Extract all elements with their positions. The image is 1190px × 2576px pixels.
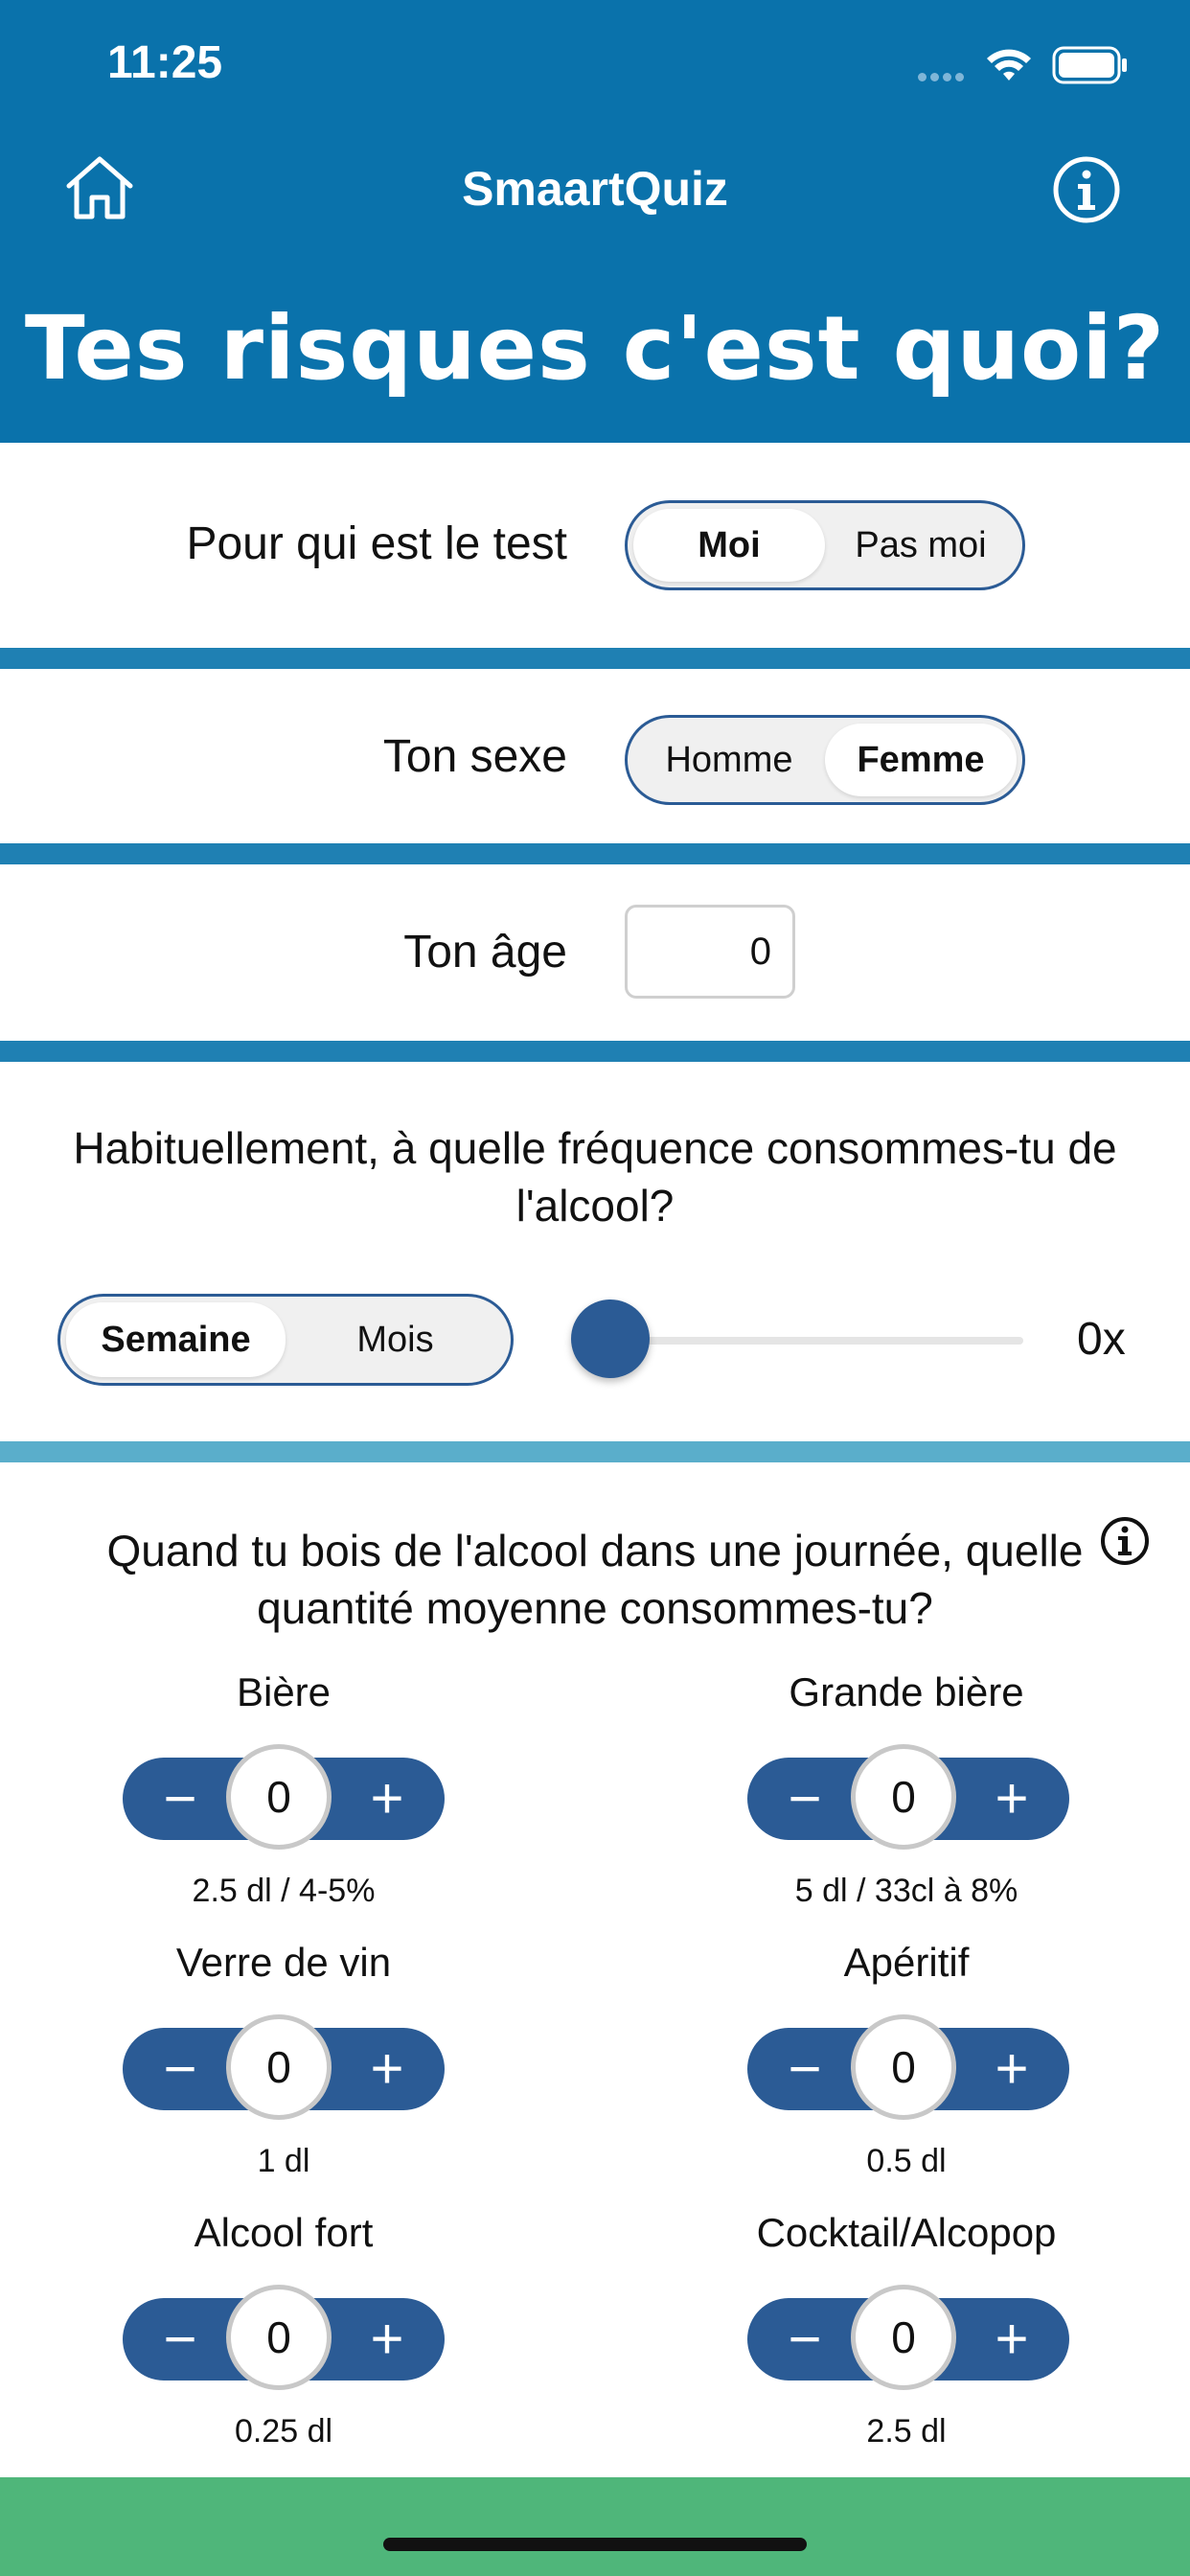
sex-option-homme[interactable]: Homme [665, 739, 793, 780]
period-option-semaine[interactable]: Semaine [66, 1302, 286, 1377]
separator [0, 843, 1190, 864]
footer-button-bar[interactable] [0, 2477, 1190, 2576]
for-whom-option-moi[interactable]: Moi [633, 509, 825, 582]
drink-note-aperitif: 0.5 dl [866, 2143, 947, 2179]
separator [0, 1041, 1190, 1062]
drink-note-biere: 2.5 dl / 4-5% [192, 1873, 376, 1909]
stepper-alcool-fort [123, 2298, 445, 2380]
drink-note-alcool-fort: 0.25 dl [234, 2413, 333, 2450]
sex-option-femme[interactable]: Femme [825, 724, 1017, 796]
header-bar [0, 0, 1190, 443]
minus-button[interactable]: − [788, 1766, 822, 1830]
frequency-value: 0x [1077, 1314, 1126, 1365]
plus-button[interactable]: + [995, 1766, 1029, 1830]
drink-label-grande-biere: Grande bière [789, 1669, 1024, 1714]
stepper-count: 0 [851, 2014, 956, 2120]
stepper-verre-de-vin [123, 2028, 445, 2110]
separator [0, 1441, 1190, 1462]
stepper-count: 0 [226, 2285, 332, 2390]
stepper-count: 0 [851, 2285, 956, 2390]
nav-title: SmaartQuiz [462, 162, 728, 216]
status-time: 11:25 [107, 37, 223, 88]
minus-button[interactable]: − [163, 2307, 197, 2371]
battery-icon [1052, 46, 1129, 84]
frequency-period-segmented-control [57, 1294, 514, 1386]
drink-label-biere: Bière [236, 1669, 332, 1714]
drink-note-verre-de-vin: 1 dl [257, 2143, 310, 2179]
stepper-count: 0 [851, 1744, 956, 1850]
separator [0, 648, 1190, 669]
plus-button[interactable]: + [995, 2307, 1029, 2371]
plus-button[interactable]: + [370, 2307, 404, 2371]
quantity-question: Quand tu bois de l'alcool dans une journée, quelle quantité moyenne consommes-tu? [106, 1526, 1084, 1633]
minus-button[interactable]: − [163, 1766, 197, 1830]
drink-note-cocktail-alcopop: 2.5 dl [866, 2413, 947, 2450]
stepper-cocktail-alcopop [747, 2298, 1069, 2380]
drink-label-aperitif: Apéritif [843, 1940, 970, 1985]
stepper-count: 0 [226, 2014, 332, 2120]
plus-button[interactable]: + [995, 2036, 1029, 2101]
stepper-aperitif [747, 2028, 1069, 2110]
sex-segmented-control [625, 715, 1025, 805]
frequency-slider-track[interactable] [609, 1337, 1023, 1345]
info-icon[interactable] [1052, 155, 1121, 224]
stepper-biere [123, 1758, 445, 1840]
minus-button[interactable]: − [788, 2307, 822, 2371]
drink-label-alcool-fort: Alcool fort [194, 2210, 374, 2255]
cellular-signal-icon [918, 69, 968, 86]
minus-button[interactable]: − [163, 2036, 197, 2101]
drink-label-cocktail-alcopop: Cocktail/Alcopop [756, 2210, 1057, 2255]
quantity-info-icon[interactable] [1100, 1516, 1150, 1566]
page-title: Tes risques c'est quoi? [24, 297, 1166, 400]
frequency-slider-thumb[interactable] [571, 1300, 650, 1378]
age-input[interactable]: 0 [625, 905, 795, 999]
drink-label-verre-de-vin: Verre de vin [175, 1940, 392, 1985]
drink-note-grande-biere: 5 dl / 33cl à 8% [794, 1873, 1018, 1909]
for-whom-segmented-control [625, 500, 1025, 590]
for-whom-label: Pour qui est le test [186, 518, 567, 569]
age-label: Ton âge [403, 927, 567, 978]
for-whom-option-pas-moi[interactable]: Pas moi [855, 524, 987, 565]
minus-button[interactable]: − [788, 2036, 822, 2101]
plus-button[interactable]: + [370, 1766, 404, 1830]
stepper-grande-biere [747, 1758, 1069, 1840]
wifi-icon [985, 48, 1033, 82]
sex-label: Ton sexe [382, 731, 567, 782]
frequency-question: Habituellement, à quelle fréquence consommes-tu de l'alcool? [73, 1123, 1117, 1230]
stepper-count: 0 [226, 1744, 332, 1850]
home-indicator [383, 2538, 807, 2551]
plus-button[interactable]: + [370, 2036, 404, 2101]
period-option-mois[interactable]: Mois [356, 1319, 434, 1360]
